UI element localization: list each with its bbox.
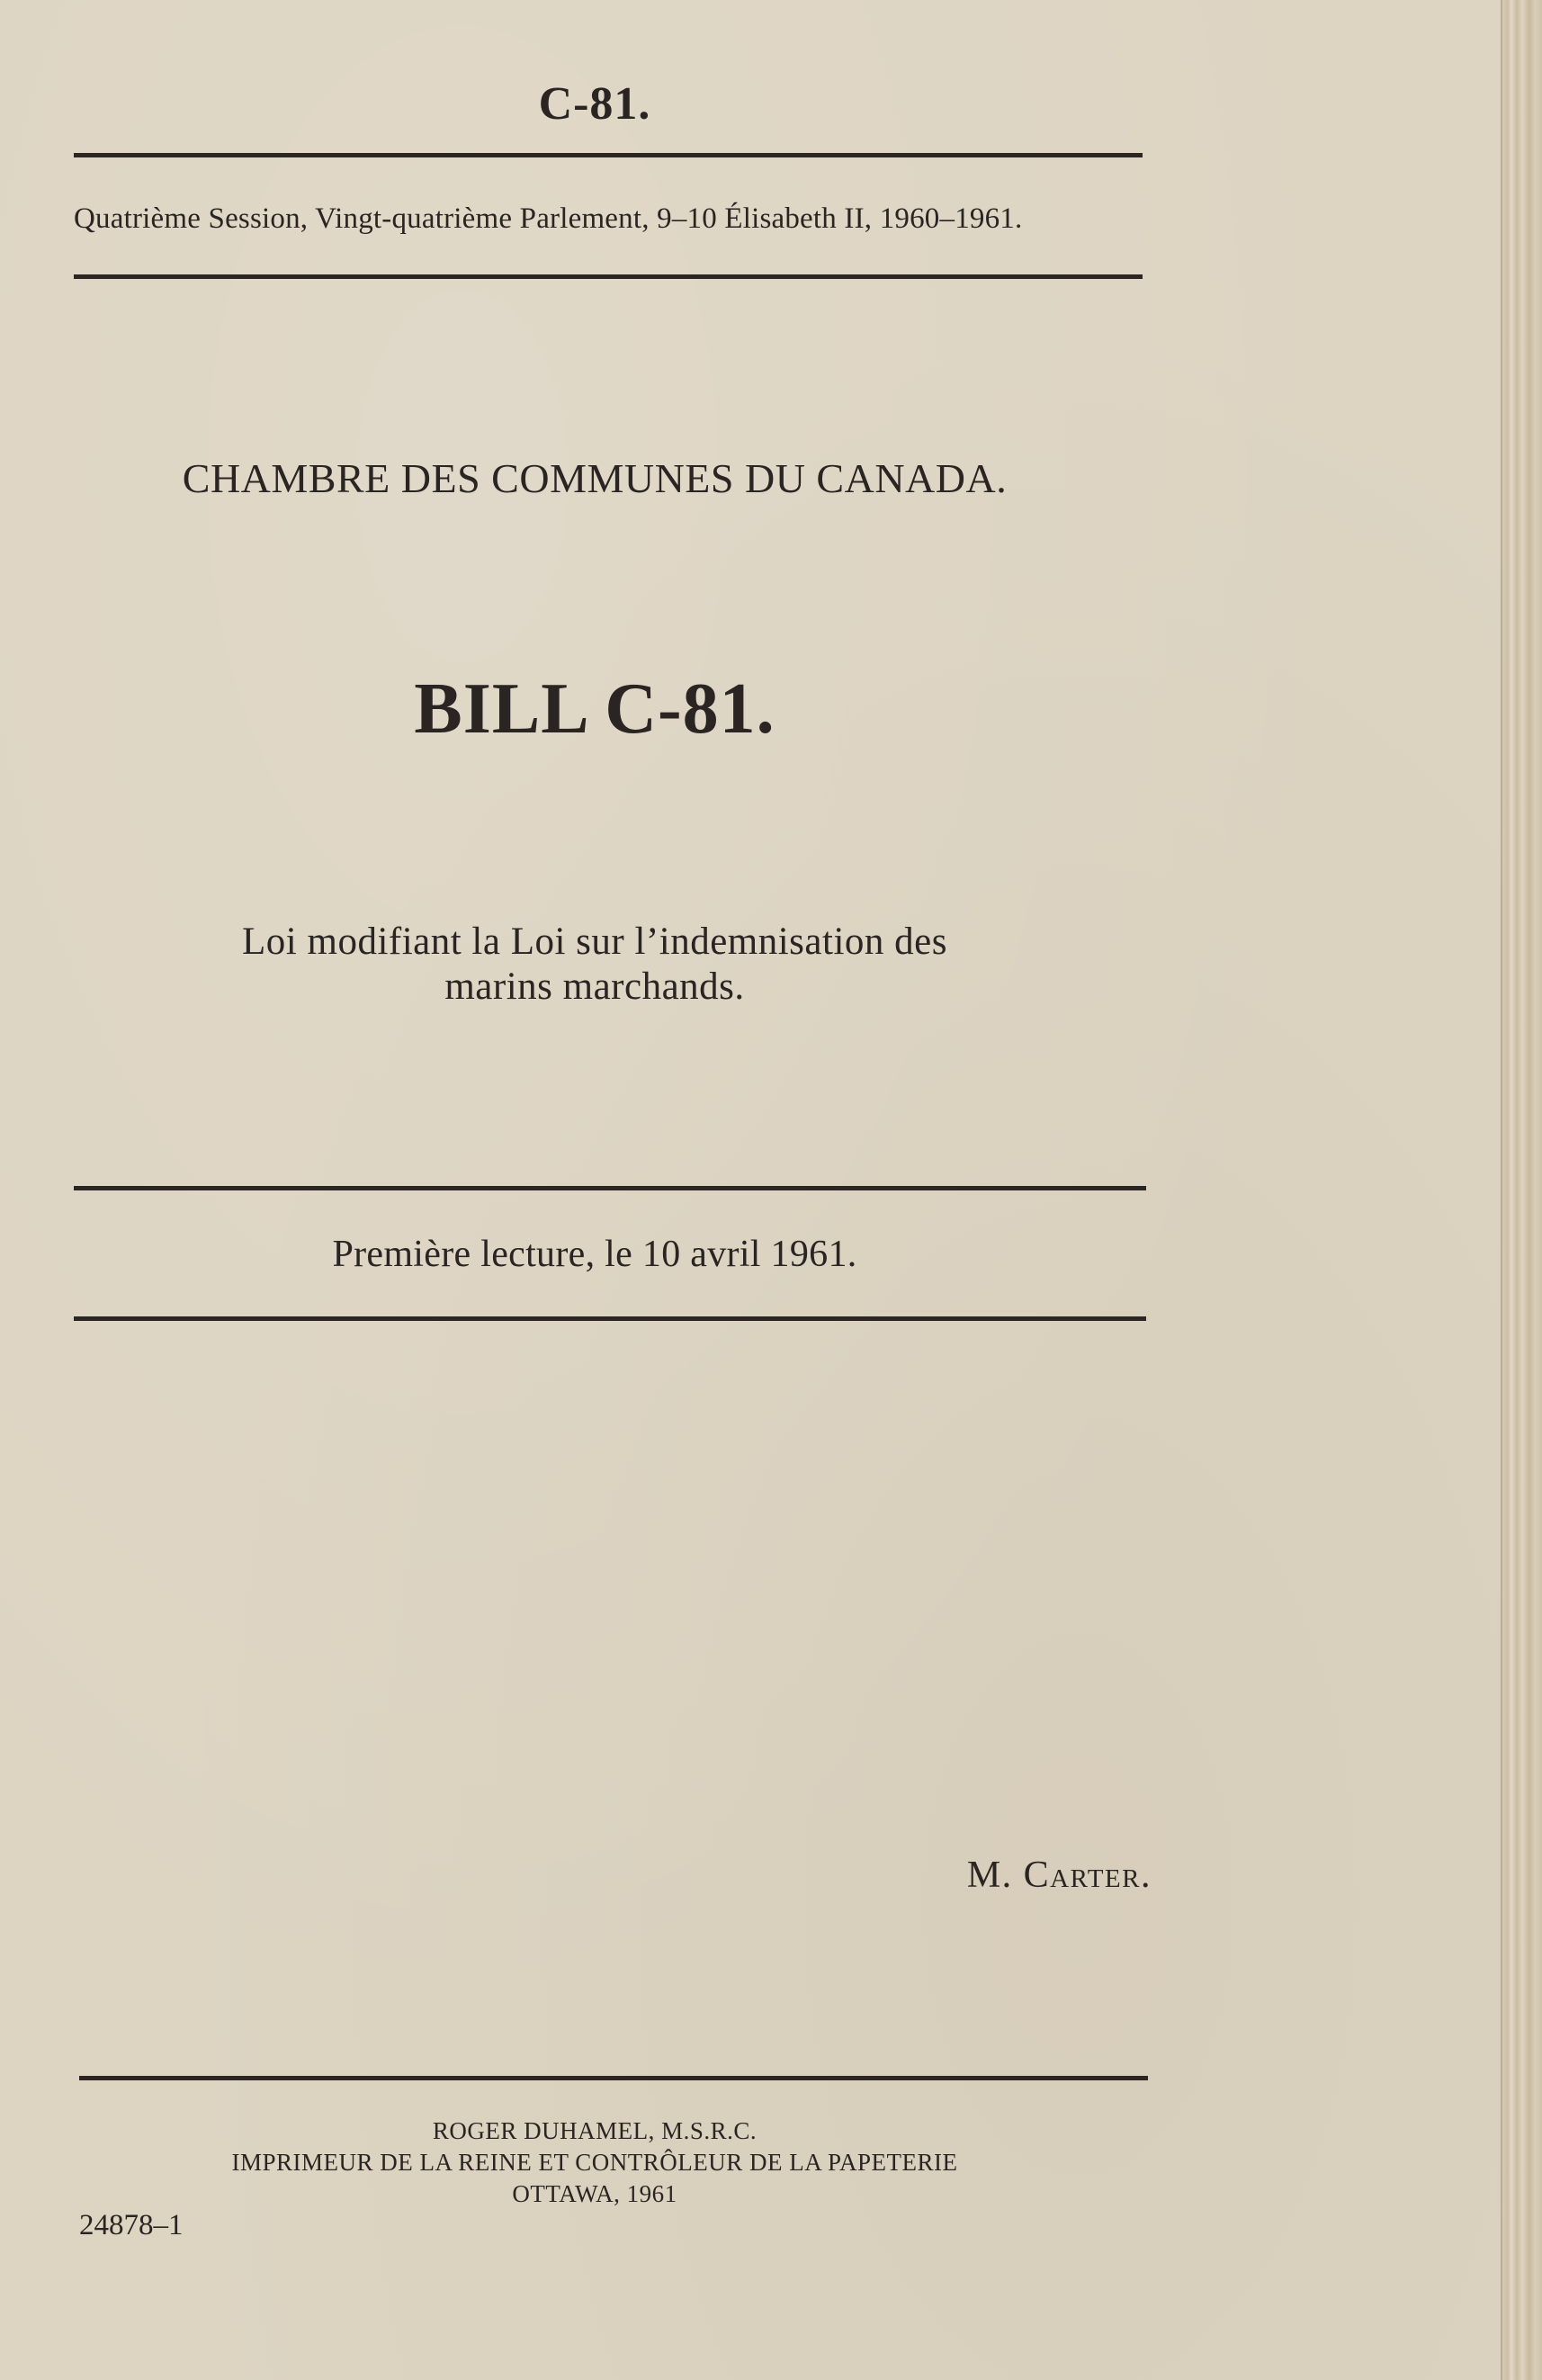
page-edge-line	[1501, 0, 1502, 2380]
top-rule-1	[74, 153, 1143, 157]
bill-number-heading: C-81.	[538, 78, 651, 130]
act-title-line-1: Loi modifiant la Loi sur l’indemnisation des	[242, 921, 947, 963]
house-heading: CHAMBRE DES COMMUNES DU CANADA.	[182, 455, 1008, 501]
act-title-line-2: marins marchands.	[444, 965, 745, 1008]
document-number: 24878–1	[79, 2209, 184, 2241]
page-edge	[1502, 0, 1542, 2380]
middle-rule-2	[74, 1316, 1146, 1321]
middle-rule-1	[74, 1186, 1146, 1190]
printer-location: OTTAWA, 1961	[512, 2180, 677, 2207]
bottom-rule	[79, 2076, 1148, 2080]
printer-title: IMPRIMEUR DE LA REINE ET CONTRÔLEUR DE LA PAPETERIE	[231, 2149, 958, 2176]
bill-title: BILL C-81.	[414, 669, 775, 749]
top-rule-2	[74, 274, 1143, 279]
first-reading-line: Première lecture, le 10 avril 1961.	[332, 1234, 857, 1275]
printer-name: ROGER DUHAMEL, M.S.R.C.	[432, 2117, 758, 2144]
session-line: Quatrième Session, Vingt-quatrième Parlement, 9–10 Élisabeth II, 1960–1961.	[74, 202, 1023, 235]
sponsor-name: M. Carter.	[966, 1855, 1152, 1896]
